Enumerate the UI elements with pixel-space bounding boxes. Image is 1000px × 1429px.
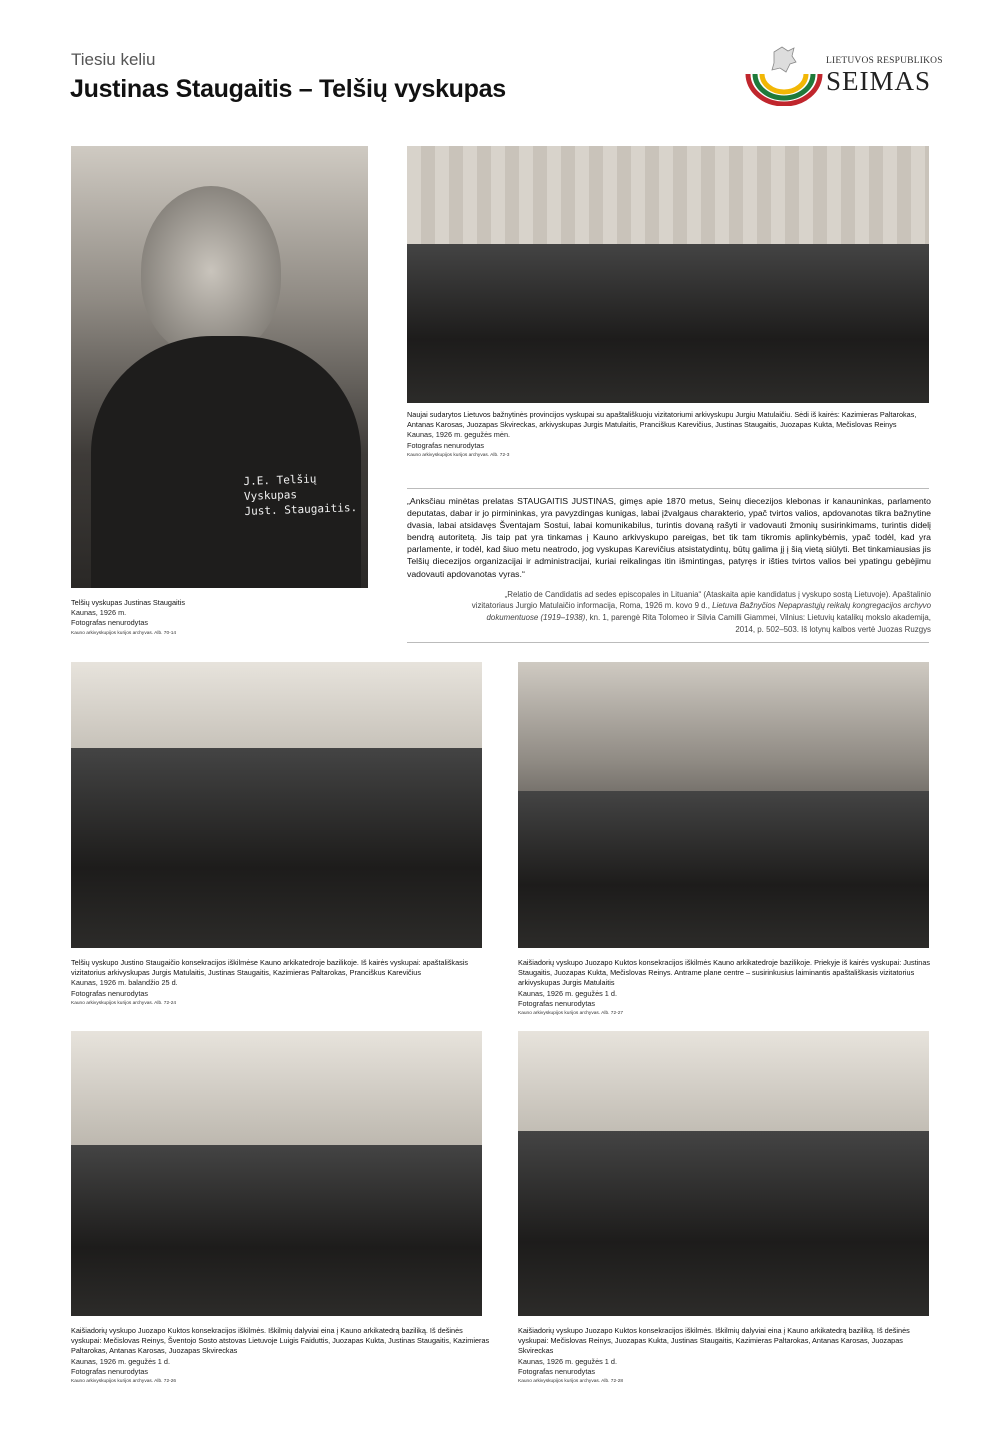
quote-block <box>407 488 931 643</box>
consecration-photo-1 <box>71 662 482 948</box>
divider <box>407 642 929 643</box>
exhibit-subtitle: Tiesiu keliu <box>71 50 156 69</box>
divider <box>407 488 929 489</box>
consecration-photo-2 <box>518 662 929 948</box>
portrait-photo <box>71 146 368 588</box>
procession-photo-1 <box>71 1031 482 1316</box>
quote-source: „Relatio de Candidatis ad sedes episcopales in Lituania“ (Ataskaita apie kandidatus į vyskupo sostą Lietuvoje). Apaštalinio vizitatoriaus Jurgio Matulaičio informacija, Roma, 1926 m. kovo 9 d., Lietuva Bažnyčios Nepaprastųjų reikalų kongregacijos archyvo dokumentuose (1919–1938), kn. 1, parengė Rita Tolomeo ir Silvia Camilli Giammei, Vilnius: Lietuvių katalikų mokslo akademija, 2014, p. 502–503. Iš lotynų kalbos vertė Juozas Ruzgys <box>471 589 931 635</box>
photo-caption: Kaišiadorių vyskupo Juozapo Kuktos konsekracijos iškilmės. Iškilmių dalyviai eina į Kauno arkikatedrą baziliką. Iš dešinės vyskupai: Mečislovas Reinys, Šventojo Sosto atstovas Lietuvoje Luigis Faiduttis, Juozapas Kukta, Justinas Staugaitis, Kazimieras Paltarokas, Antanas Karosas, Juozapas Skvireckas Kaunas, 1926 m. gegužės 1 d. Fotografas nenurodytas Kauno arkivyskupijos kurijos archyvas. Alb. 72-26 <box>71 1326 490 1385</box>
seimas-emblem-icon <box>744 44 824 106</box>
logo-text-small: LIETUVOS RESPUBLIKOS <box>826 55 943 66</box>
portrait-caption: Telšių vyskupas Justinas Staugaitis Kaunas, 1926 m. Fotografas nenurodytas Kauno arkivyskupijos kurijos archyvas. Alb. 70-14 <box>71 598 185 636</box>
quote-text: „Anksčiau minėtas prelatas STAUGAITIS JUSTINAS, gimęs apie 1870 metus, Seinų diecezijos klebonas ir kanauninkas, parlamento deputatas, dabar ir jo pirmininkas, yra pavyzdingas kunigas, labai įžvalgaus charakterio, ypač tvirtos valios, apdovanotas tikra bažnytine dvasia, labai atsidavęs Šventajam Sostui, labai komunikabilus, turintis dovaną rašyti ir vadovauti žmonių susirinkimams, turintis didelį bendrą autoritetą. Jis taip pat yra tinkamas į Kauno arkivyskupo pareigas, bet tik tam tikromis aplinkybėmis, ypač todėl, kad yra parlamente, ir todėl, kad šiuo metu neatrodo, jog vyskupas Karevičius atsistatydintų, būtų galima jį į šią vietą siūlyti. Bet tinkamiausias jis Telšių diecezijos organizacijai ir administracijai, kuriai reikalingas itin išmintingas, patyręs ir išties tvirtos valios bei ypatingu gebėjimu vadovauti apdovanotas vyras.“ <box>407 496 931 579</box>
photo-signature: J.E. Telšių Vyskupas Just. Staugaitis. <box>243 472 358 518</box>
page-header <box>70 50 506 104</box>
logo-text-big: SEIMAS <box>826 65 932 96</box>
procession-photo-2 <box>518 1031 929 1316</box>
page-title: Justinas Staugaitis – Telšių vyskupas <box>70 75 506 103</box>
group-photo <box>407 146 929 403</box>
photo-caption: Telšių vyskupo Justino Staugaičio konsekracijos iškilmėse Kauno arkikatedroje bazilikoje. Iš kairės vyskupai: apaštališkasis vizitatorius arkivyskupas Jurgis Matulaitis, Justinas Staugaitis, Kazimieras Paltarokas, Pranciškus Karevičius Kaunas, 1926 m. balandžio 25 d. Fotografas nenurodytas Kauno arkivyskupijos kurijos archyvas. Alb. 72-24 <box>71 958 469 1006</box>
photo-caption: Kaišiadorių vyskupo Juozapo Kuktos konsekracijos iškilmės. Iškilmių dalyviai eina į Kauno arkikatedrą baziliką. Iš dešinės vyskupai: Mečislovas Reinys, Juozapas Kukta, Justinas Staugaitis, Kazimieras Paltarokas, Antanas Karosas, Juozapas Skvireckas Kaunas, 1926 m. gegužės 1 d. Fotografas nenurodytas Kauno arkivyskupijos kurijos archyvas. Alb. 72-28 <box>518 1326 910 1385</box>
group-photo-caption: Naujai sudarytos Lietuvos bažnytinės provincijos vyskupai su apaštališkuoju vizitatoriumi arkivyskupu Jurgiu Matulaičiu. Sėdi iš kairės: Kazimieras Paltarokas, Antanas Karosas, Juozapas Skvireckas, arkivyskupas Jurgis Matulaitis, Pranciškus Karevičius, Justinas Staugaitis, Juozapas Kukta, Mečislovas Reinys Kaunas, 1926 m. gegužės mėn. Fotografas nenurodytas Kauno arkivyskupijos kurijos archyvas. Alb. 72-3 <box>407 410 917 458</box>
seimas-logo <box>744 44 944 106</box>
logo-texts <box>826 56 943 95</box>
photo-caption: Kaišiadorių vyskupo Juozapo Kuktos konsekracijos iškilmės Kauno arkikatedroje bazilikoje. Priekyje iš kairės vyskupai: Justinas Staugaitis, Juozapas Kukta, Mečislovas Reinys. Antrame plane centre – susirinkusius laiminantis apaštališkasis vizitatorius arkivyskupas Jurgis Matulaitis Kaunas, 1926 m. gegužės 1 d. Fotografas nenurodytas Kauno arkivyskupijos kurijos archyvas. Alb. 72-27 <box>518 958 931 1017</box>
